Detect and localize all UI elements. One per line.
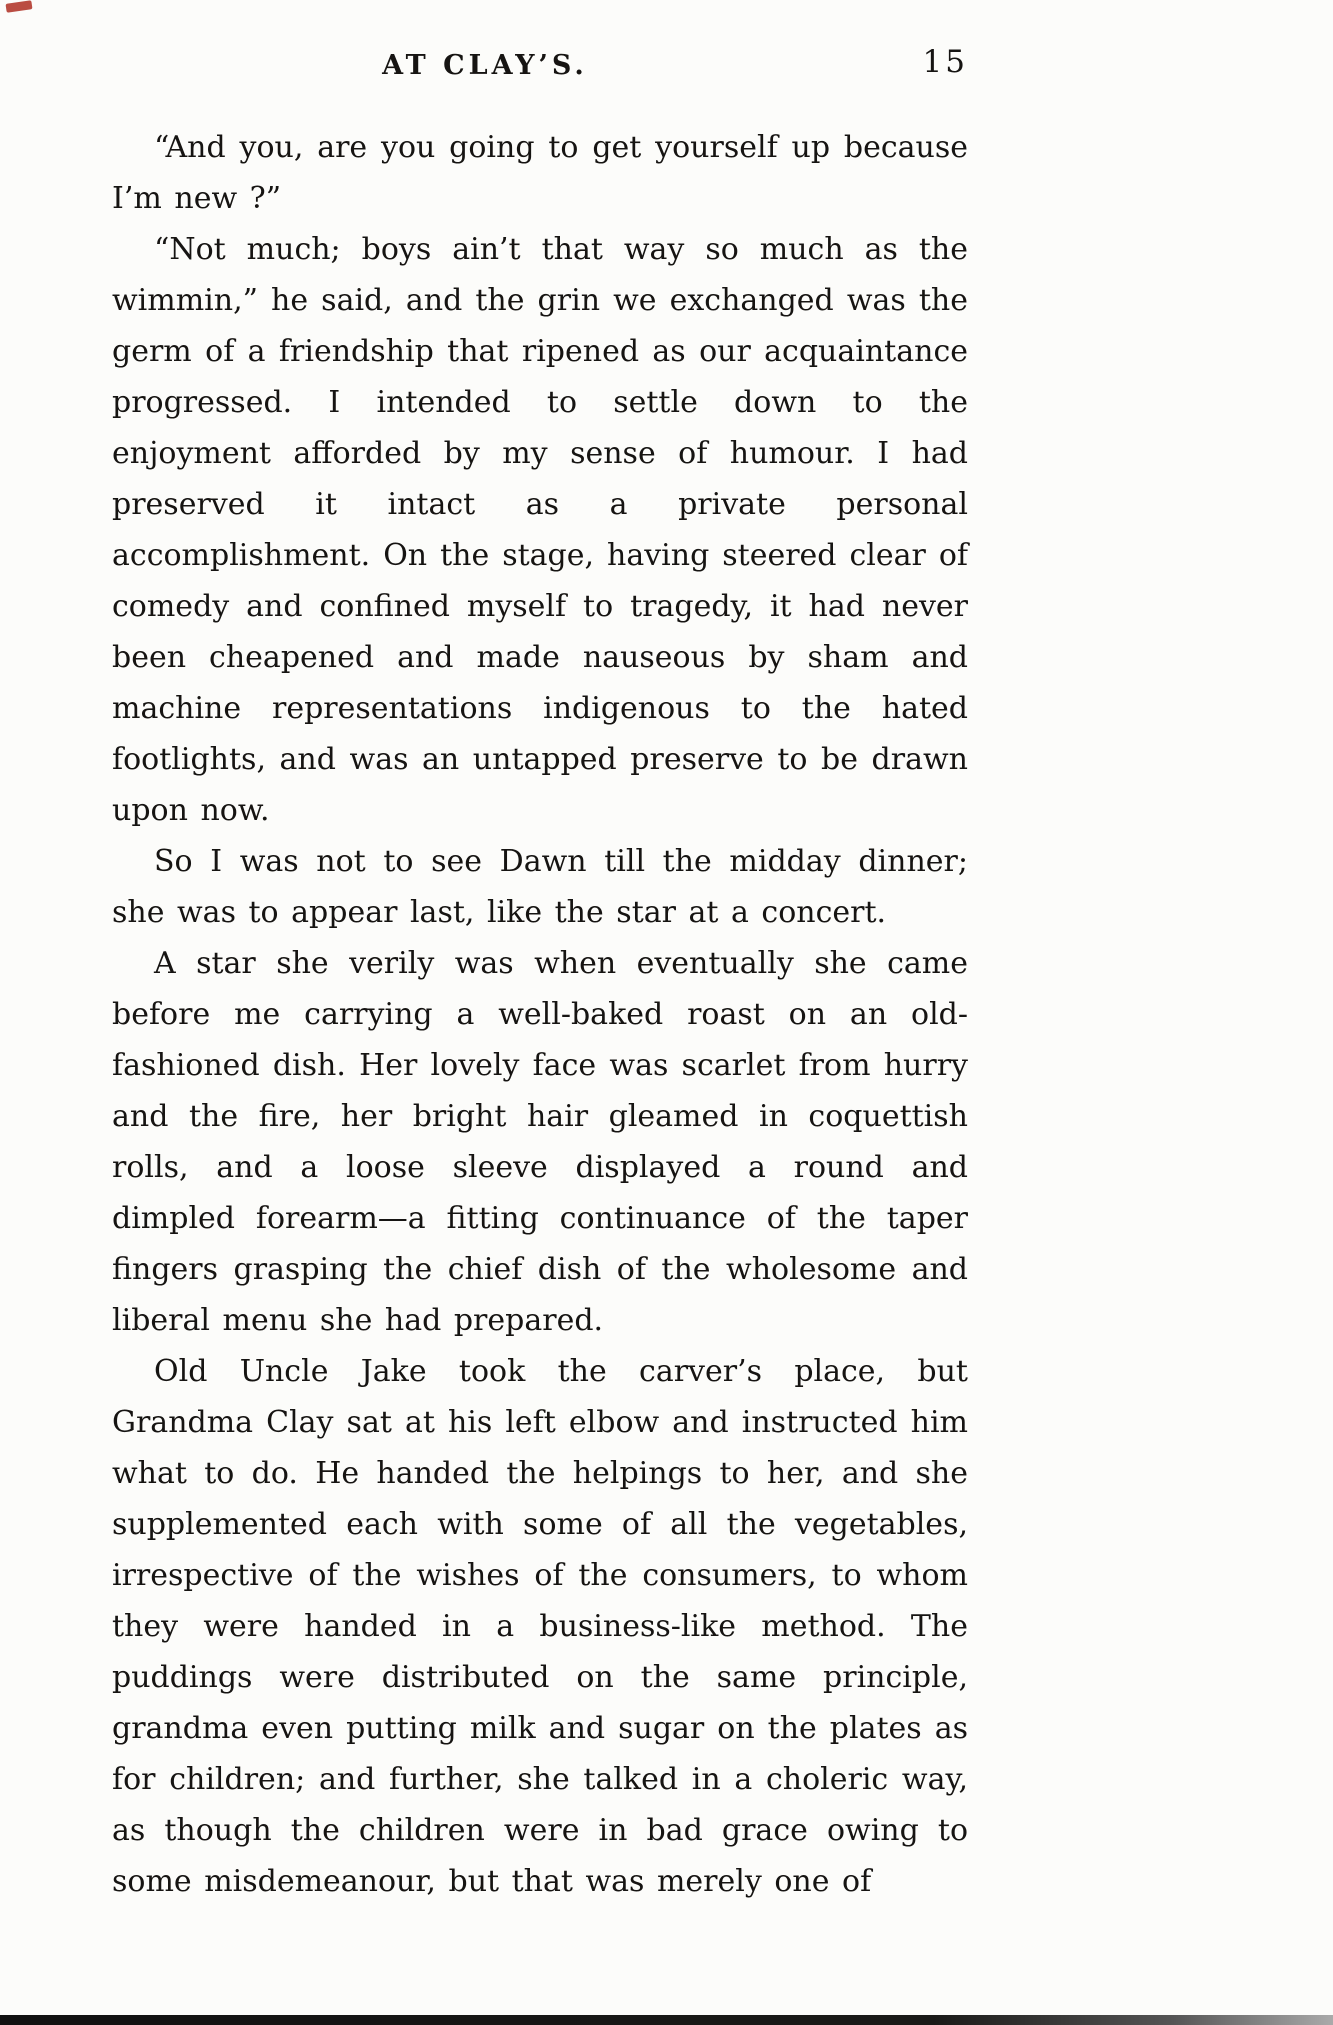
text-block [112,42,968,1907]
paragraph: “And you, are you going to get yourself up because I’m new ?” [112,130,968,216]
paragraph: “Not much; boys ain’t that way so much as the wimmin,” he said, and the grin we exchanged was the germ of a friendship that ripened as our acquaintance progressed. I intended to settle down to the enjoyment afforded by my sense of humour. I had preserved it intact as a private personal accomplishment. On the stage, having steered clear of comedy and confined myself to tragedy, it had never been cheapened and made nauseous by sham and machine representations indigenous to the hated footlights, and was an untapped preserve to be drawn upon now. [112,232,968,828]
scan-bottom-edge [0,2015,1333,2025]
paragraph: A star she verily was when eventually she came before me carrying a well-baked roast on an old-fashioned dish. Her lovely face was scarlet from hurry and the fire, her bright hair gleamed in coquettish rolls, and a loose sleeve displayed a round and dimpled forearm—a fitting continuance of the taper fingers grasping the chief dish of the wholesome and liberal menu she had prepared. [112,946,968,1338]
scan-artifact-mark [6,0,33,13]
page-number: 15 [922,44,968,80]
page-body [112,122,968,1907]
paragraph: Old Uncle Jake took the carver’s place, but Grandma Clay sat at his left elbow and instructed him what to do. He handed the helpings to her, and she supplemented each with some of all the vegetables, irrespective of the wishes of the consumers, to whom they were handed in a business-like method. The puddings were distributed on the same principle, grandma even putting milk and sugar on the plates as for children; and further, she talked in a choleric way, as though the children were in bad grace owing to some misdemeanour, but that was merely one of [112,1354,968,1899]
running-head [112,42,968,98]
page-title: AT CLAY’S. [382,50,588,81]
paragraph: So I was not to see Dawn till the midday dinner; she was to appear last, like the star at a concert. [112,844,968,930]
